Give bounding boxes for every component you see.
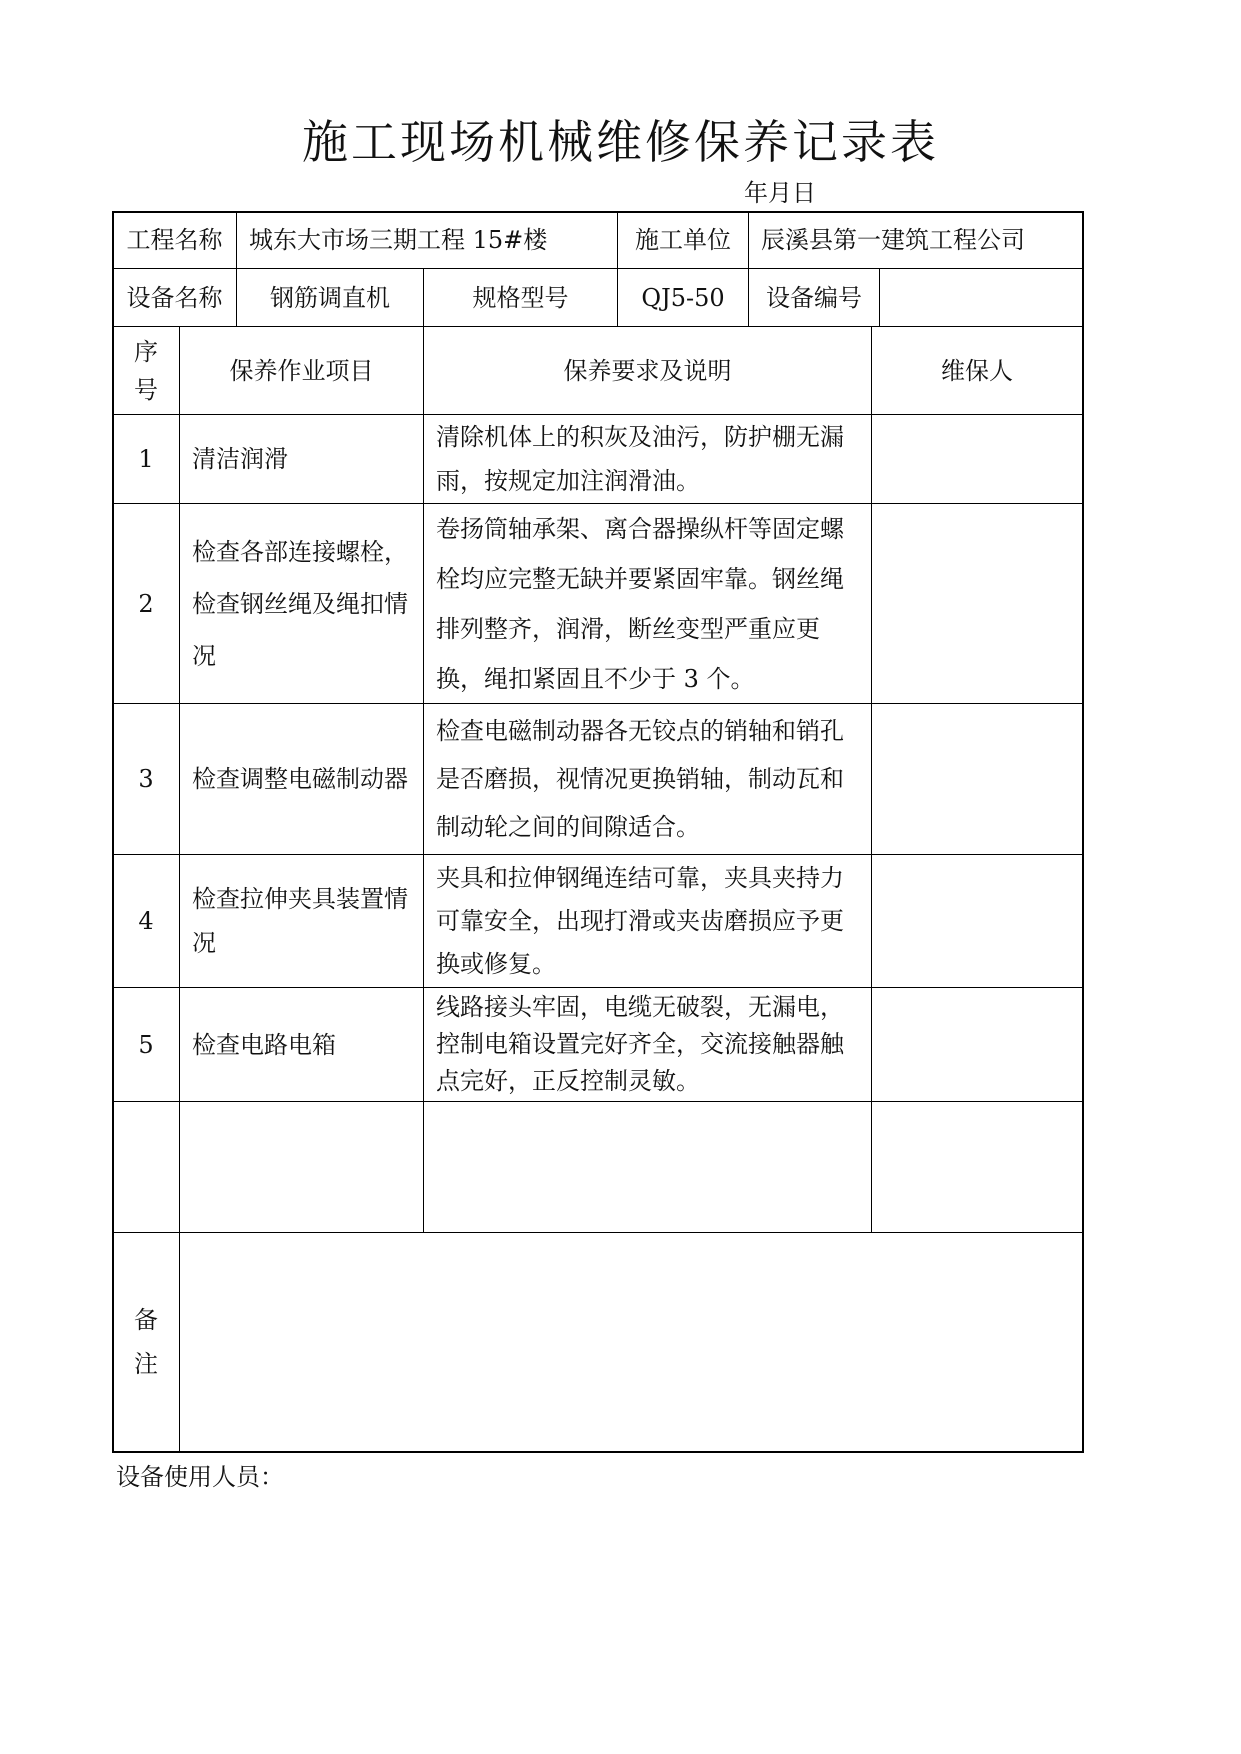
table-row-2-no: 2 — [138, 589, 154, 618]
table-row-5-requirement — [424, 988, 871, 1101]
spec-model-label: 规格型号 — [472, 283, 569, 312]
table-row-5-item: 检查电路电箱 — [192, 1030, 336, 1059]
column-header-item: 保养作业项目 — [229, 356, 374, 385]
contractor-label: 施工单位 — [635, 226, 731, 254]
table-row-4-requirement — [424, 855, 871, 987]
table-row-1-item — [180, 415, 423, 503]
remarks-content — [180, 1233, 1082, 1451]
row-5-requirement-text: 线路接头牢固，电缆无破裂，无漏电，控制电箱设置完好齐全，交流接触器触点完好，正反控制灵敏。 — [436, 993, 844, 1095]
table-row-5-no: 5 — [138, 1030, 154, 1059]
project-name-label: 工程名称 — [126, 226, 223, 254]
table-row-1-maintainer — [872, 415, 1082, 503]
spec-model-value: QJ5-50 — [641, 283, 725, 312]
equipment-name-label: 设备名称 — [126, 283, 223, 312]
contractor-value: 辰溪县第一建筑工程公司 — [761, 226, 1025, 254]
table-row-5-maintainer — [872, 988, 1082, 1101]
row-4-item-text: 检查拉伸夹具装置情况 — [192, 885, 408, 957]
row-1-item-text: 清洁润滑 — [192, 445, 288, 473]
remarks-label — [113, 1233, 179, 1451]
project-name-value: 城东大市场三期工程 15#楼 — [249, 226, 548, 254]
equipment-number-label: 设备编号 — [766, 283, 862, 312]
table-row-empty — [113, 1102, 1082, 1232]
table-row-1-no: 1 — [138, 445, 154, 473]
remarks-char-2: 注 — [134, 1350, 158, 1378]
equipment-number-value — [880, 269, 1082, 326]
equipment-user-label: 设备使用人员： — [116, 1463, 284, 1491]
column-header-seq — [113, 327, 179, 414]
table-row-4-item — [180, 855, 423, 987]
row-1-requirement-text: 清除机体上的积灰及油污，防护棚无漏雨，按规定加注润滑油。 — [436, 423, 844, 495]
row-2-requirement-text: 卷扬筒轴承架、离合器操纵杆等固定螺栓均应完整无缺并要紧固牢靠。钢丝绳排列整齐，润滑，断丝变型严重应更换，绳扣紧固且不少于 3 个。 — [436, 514, 844, 693]
remarks-char-1: 备 — [134, 1306, 158, 1334]
seq-header-char-1: 序 — [134, 337, 158, 366]
seq-header-char-2: 号 — [134, 375, 158, 404]
table-row-2-requirement — [424, 504, 871, 703]
column-header-maintainer: 维保人 — [941, 356, 1013, 385]
row-3-item-text: 检查调整电磁制动器 — [192, 765, 408, 793]
date-label: 年月日 — [744, 179, 816, 207]
row-4-requirement-text: 夹具和拉伸钢绳连结可靠，夹具夹持力可靠安全，出现打滑或夹齿磨损应予更换或修复。 — [436, 863, 844, 978]
table-row-3-requirement — [424, 704, 871, 854]
row-3-requirement-text: 检查电磁制动器各无铰点的销轴和销孔是否磨损，视情况更换销轴，制动瓦和制动轮之间的间隙适合。 — [436, 717, 844, 841]
table-row-4-no: 4 — [138, 907, 154, 935]
equipment-name-value: 钢筋调直机 — [270, 283, 390, 312]
table-row-1-requirement — [424, 415, 871, 503]
column-header-requirement: 保养要求及说明 — [563, 356, 732, 385]
document-title: 施工现场机械维修保养记录表 — [302, 115, 939, 169]
table-row-3-no: 3 — [138, 765, 154, 793]
table-row-2-item — [180, 504, 423, 703]
table-row-3-item — [180, 704, 423, 854]
table-row-3-maintainer — [872, 704, 1082, 854]
row-2-item-text: 检查各部连接螺栓，检查钢丝绳及绳扣情况 — [192, 537, 408, 670]
table-row-2-maintainer — [872, 504, 1082, 703]
table-row-4-maintainer — [872, 855, 1082, 987]
